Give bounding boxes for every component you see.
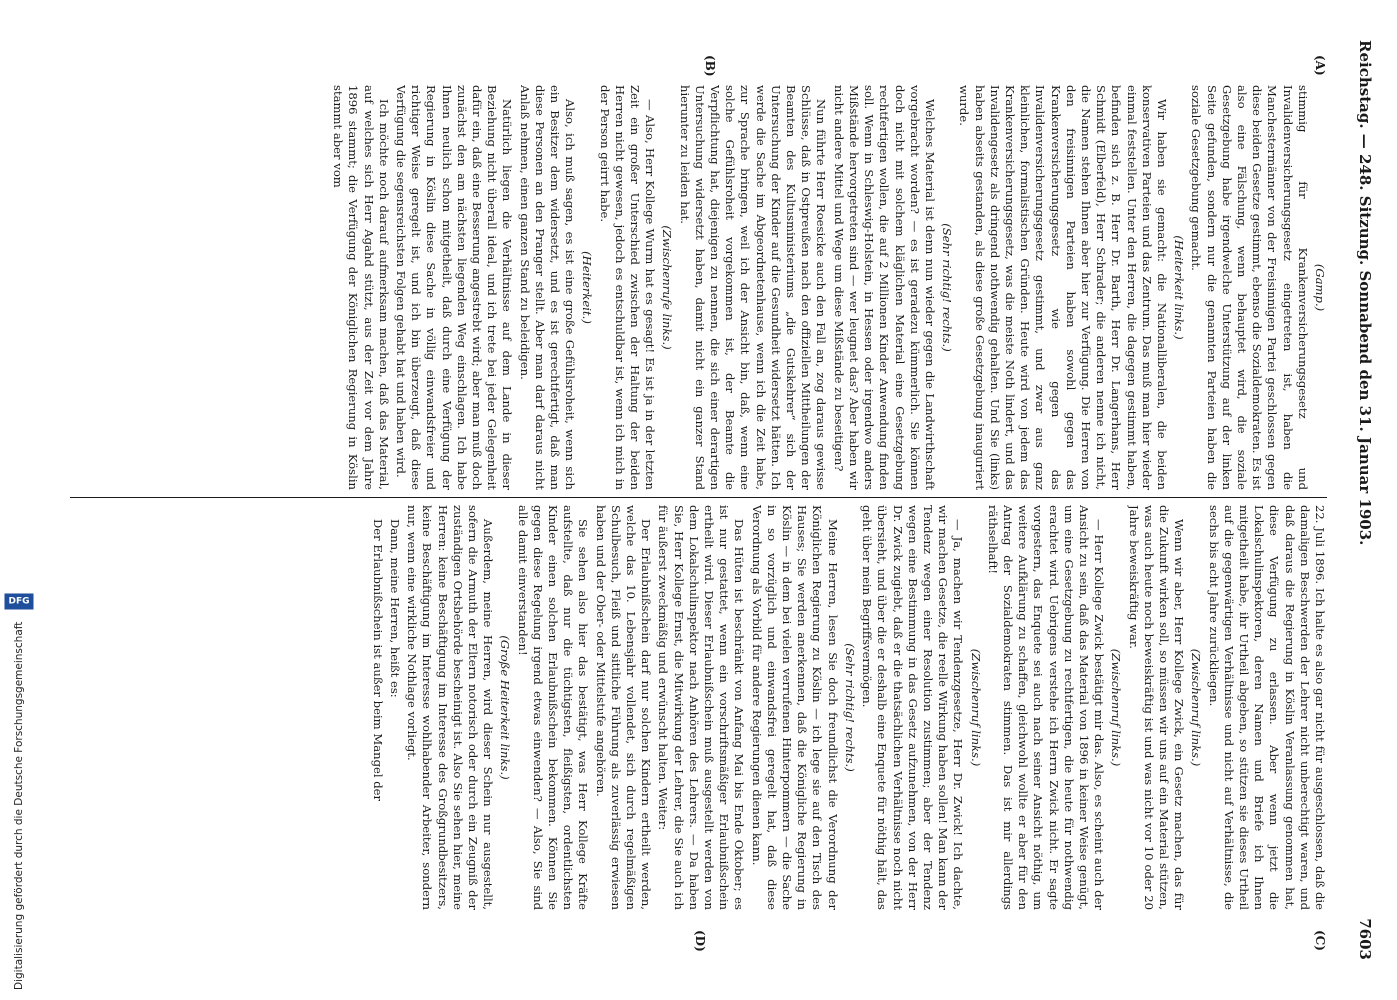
text-column-left	[70, 85, 1327, 490]
credit-text: Digitalisierung gefördert durch die Deutsche Forschungsgemeinschaft	[13, 621, 25, 990]
stage-direction: (Gamp.)	[1313, 263, 1327, 312]
paragraph: — Ja, machen wir Tendenzgesetze, Herr Dr. Zwick! Ich dachte, wir machen Gesetze, die reelle Wirkung haben sollen! Man kann der Tendenz wegen einer Resolution zustimmen; aber der Tendenz wegen eine Bestimmung in das Gesetz aufzunehmen, von der Herr Dr. Zwick zugiebt, daß er die thatsächlichen Verhältnisse noch nicht übersieht, und über die er deshalb eine Enquete für nöthig hält, das geht über mein Begriffsvermögen.	[860, 505, 966, 910]
paragraph: Also, ich muß sagen, es ist eine große Gefühlsroheit, wenn sich ein Besitzer dem widersetzt, und es ist gerechtfertigt, daß man diese Personen an den Pranger stellt. Aber man darf daraus nicht Anlaß nehmen, einen ganzen Stand zu beleidigen.	[517, 85, 578, 490]
paragraph: Der Erlaubnißschein darf nur solchen Kindern ertheilt werden, welche das 10. Lebensjahr vollendet, sich durch regelmäßigen Schulbesuch, Fleiß und sittliche Führung als zuverlässig erwiesen haben und der Ober- oder Mittelstufe angehören.	[593, 505, 654, 910]
rotated-scan	[40, 0, 1397, 1000]
paragraph: — Also, Herr Kollege Wurm hat es gesagt! Es ist ja in der letzten Zeit ein großer Unterschied zwischen der Haltung der beiden Herren nicht gewesen, jedoch es entschuldbar ist, wenn ich mich in der Person geirrt habe.	[597, 85, 658, 490]
stage-direction: (Große Heiterkeit links.)	[498, 635, 513, 780]
paragraph: Der Erlaubnißschein ist außer beim Mangel der	[370, 519, 385, 802]
stage-direction: (Zwischenruf links.)	[1109, 648, 1124, 767]
page-number: 7603	[1356, 918, 1374, 960]
paragraph: Wenn wir aber, Herr Kollege Zwick, ein Gesetz machen, das für die Zukunft wirken soll, so müssen wir uns auf ein Material stützen, was auch heute noch beweiskräftig ist und was nicht vor 10 oder 20 Jahre beweiskräftig war.	[1126, 505, 1187, 910]
stage-direction: (Sehr richtig! rechts.)	[940, 223, 955, 352]
paragraph: Natürlich liegen die Verhältnisse auf dem Lande in dieser Beziehung nicht überall ideal, und ich trete bei jeder Gelegenheit dafür ein, daß eine Besserung angestrebt wird; aber man muß doch zunächst den am nächsten liegenden Weg einschlagen. Ich habe Ihnen neulich schon mitgetheilt, daß durch eine Verfügung der Regierung in Köslin diese Sache in völlig einwandsfreier und richtiger Weise geregelt ist, und ich bin überzeugt, daß diese Verfügung die segensreichsten Folgen gehabt hat und haben wird.	[394, 85, 515, 490]
paragraph: Wir haben sie gemacht: die Nationalliberalen, die beiden konservativen Parteien und das Zentrum. Das muß man hier wieder einmal feststellen. Unter den Herren, die dagegen gestimmt haben, befinden sich z. B. Herr Dr. Barth, Herr Dr. Langerhans, Herr Schmidt (Elberfeld), Herr Schrader; die anderen nenne ich nicht, die Namen stehen Ihnen aber hier zur Verfügung. Die Herren von den freisinnigen Parteien haben sowohl gegen das Krankenversicherungsgesetz wie gegen das Invalidenversicherungsgesetz gestimmt, und zwar aus ganz kleinlichen, formalistischen Gründen. Heute wird von jedem das Krankenversicherungsgesetz, was die meiste Noth lindert, und das Invalidengesetz als dringend nothwendig gehalten. Und Sie (links) haben abseits gestanden, als diese große Gesetzgebung inauguriert wurde.	[957, 85, 1169, 490]
margin-marker-a: (A)	[1313, 55, 1327, 76]
paragraph: Meine Herren, lesen Sie doch freundlichst die Verordnung der Königlichen Regierung zu Köslin — ich lege sie auf den Tisch des Hauses; Sie werden anerkennen, daß die Königliche Regierung in Köslin — in dem bei vielen verrufenen Hinterpommern — die Sache in so vorzüglich und einwandsfrei geregelt hat, daß diese Verordnung als Vorbild für andere Regierungen dienen kann.	[749, 505, 840, 910]
margin-marker-b: (B)	[703, 55, 717, 77]
digitization-credit	[2, 0, 28, 1000]
margin-marker-d: (D)	[693, 930, 707, 952]
text-column-right	[70, 505, 1327, 910]
paragraph: Dann, meine Herren, heißt es:	[388, 519, 403, 698]
paragraph: Das Hüten ist beschränkt von Anfang Mai bis Ende Oktober; es ist nur gestattet, wenn ein vorschriftsmäßiger Erlaubnißschein ertheilt wird. Dieser Erlaubnißschein muß ausgestellt werden von dem Lokalschulinspektor nach Anhören des Lehrers. — Da haben Sie, Herr Kollege Ernst, die Mitwirkung der Lehrer, die Sie auch ich für äußerst zweckmäßig und erwünscht halten. Weiter:	[656, 505, 747, 910]
paragraph: Sie sehen also hier das bestätigt, was Herr Kollege Kräfte aufstellte, daß nur die tüchtigsten, fleißigsten, ordentlichsten Kinder einen solchen Erlaubnißschein bekommen. Können Sie gegen diese Regelung irgend etwas einwenden? — Also, Sie sind alle damit einverstanden!	[515, 505, 591, 910]
paragraph: Ich möchte noch darauf aufmerksam machen, daß das Material, auf welches sich Herr Agahd stützt, aus der Zeit vor dem Jahre 1896 stammt; die Verfügung der Königlichen Regierung in Köslin stammt aber vom	[331, 85, 391, 490]
stage-direction: (Zwischenrufe links.)	[660, 225, 675, 350]
header-title: Reichstag. — 248. Sitzung. Sonnabend den 31. Januar 1903.	[1356, 40, 1374, 546]
dfg-logo-icon: DFG	[4, 593, 33, 609]
paragraph: stimmig für Krankenversicherungsgesetz und Invalidenversicherungsgesetz eingetreten ist, haben die Manchestermänner von der Freisinnigen Partei geschlossen gegen diese beiden Gesetze gestimmt, ebenso die Sozialdemokraten. Es ist also eine Fälschung, wenn behauptet wird, die soziale Gesetzgebung habe irgendwelche Unterstützung auf der linken Seite gefunden, sondern nur die genannten Parteien haben die soziale Gesetzgebung gemacht.	[1189, 85, 1310, 490]
paragraph: Welches Material ist denn nun wieder gegen die Landwirthschaft vorgebracht worden? — es ist geradezu kümmerlich. Sie können doch nicht mit solchem kläglichen Material eine Gesetzgebung rechtfertigen wollen, die auf 2 Millionen Kinder Anwendung finden soll. Wenn in Schleswig-Holstein, in Hessen oder irgendwo anders Mißstände hervorgetreten sind — wer leugnet das? Aber haben wir nicht andere Mittel und Wege um diese Mißstände zu beseitigen?	[831, 85, 937, 490]
stage-direction: (Zwischenruf links.)	[968, 648, 983, 767]
column-divider	[70, 497, 1327, 498]
stage-direction: (Heiterkeit links.)	[1172, 235, 1187, 340]
paragraph: Außerdem, meine Herren, wird dieser Schein nur ausgestellt, sofern die Armuth der Eltern notorisch oder durch ein Zeugniß der zuständigen Ortsbehörde bescheinigt ist. Also Sie sehen hier, meine Herren: keine Beschäftigung im Interesse des Großgrundbesitzers, keine Beschäftigung im Interesse wohlhabender Arbeiter, sondern nur, wenn eine wirkliche Nothlage vorliegt.	[405, 505, 496, 910]
page-header	[1351, 40, 1379, 960]
margin-marker-c: (C)	[1313, 930, 1327, 951]
stage-direction: (Heiterkeit.)	[580, 251, 595, 324]
stage-direction: (Zwischenruf links.)	[1189, 648, 1204, 767]
stage-direction: (Sehr richtig! rechts.)	[842, 643, 857, 772]
paragraph: Nun führte Herr Roesicke auch den Fall an, zog daraus gewisse Schlüsse, daß in Ostpreußen nach den offiziellen Mittheilungen der Beamten des Kultusministeriums „die Gutskehrer“ sich der Untersuchung der Kinder auf die Gesundheit widersetzt hätten. Ich werde die Sache im Abgeordnetenhause, wenn ich die Zeit habe, zur Sprache bringen, weil ich der Ansicht bin, daß, wenn eine solche Gefühlsroheit vorgekommen ist, der Beamte die Verpflichtung hat, diejenigen zu nennen, die sich einer derartigen Untersuchung widersetzt haben, damit nicht ein ganzer Stand hierunter zu leiden hat.	[677, 85, 829, 490]
document-page	[40, 0, 1397, 1000]
paragraph: — Herr Kollege Zwick bestätigt mir das. Also, es scheint auch der Ansicht zu sein, daß das Material von 1896 in keiner Weise genügt, um eine Gesetzgebung zu rechtfertigen, die heute für nothwendig erachtet wird. Uebrigens verstehe ich Herrn Zwick nicht. Er sagte vorgestern, das Enquete sei auch nach seiner Ansicht nöthig, um weitere Aufklärung zu schaffen, gleichwohl wollte er aber für den Antrag der Sozialdemokraten stimmen. Das ist mir allerdings räthselhaft!	[985, 505, 1107, 910]
paragraph: 22. Juli 1896. Ich halte es also gar nicht für ausgeschlossen, daß die damaligen Beschwerden der Lehrer nicht unberechtigt waren, und daß daraus die Regierung in Köslin Veranlassung genommen hat, diese Verfügung zu erlassen. Aber wenn jetzt die Lokalschulinspektoren, deren Namen und Briefe ich Ihnen mitgetheilt habe, ihr Urtheil abgeben, so stützen sie dieses Urtheil auf die gegenwärtigen Verhältnisse und nicht auf Verhältnisse, die sechs bis acht Jahre zurückliegen.	[1206, 505, 1327, 910]
